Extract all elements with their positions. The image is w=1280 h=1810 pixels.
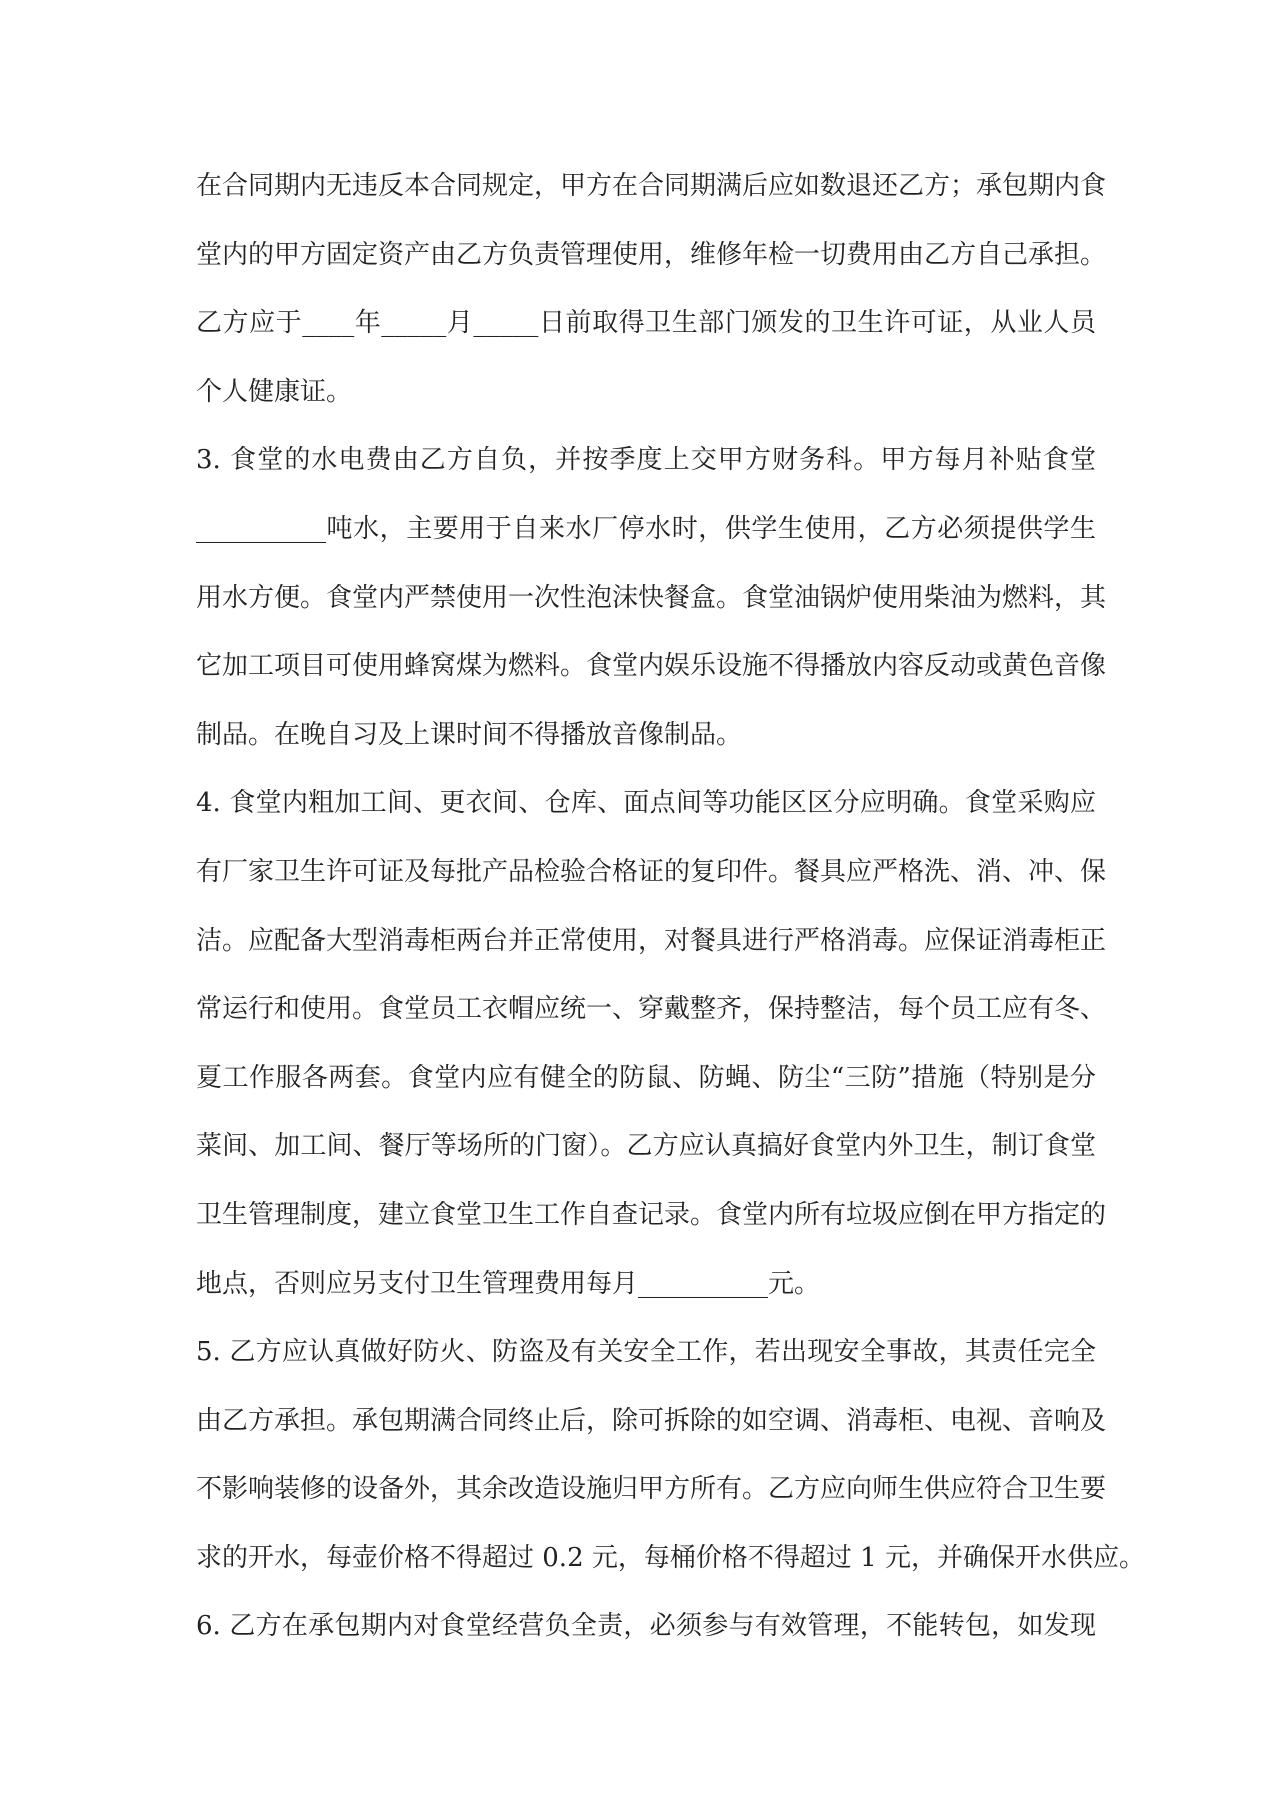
text-line: 制品。在晚自习及上课时间不得播放音像制品。 bbox=[196, 719, 743, 750]
text-line: 有厂家卫生许可证及每批产品检验合格证的复印件。餐具应严格洗、消、冲、保 bbox=[196, 856, 1107, 887]
text-line: 常运行和使用。食堂员工衣帽应统一、穿戴整齐，保持整洁，每个员工应有冬、 bbox=[196, 994, 1107, 1025]
text-line: 5. 乙方应认真做好防火、防盗及有关安全工作，若出现安全事故，其责任完全 bbox=[196, 1337, 1096, 1368]
text-line: 在合同期内无违反本合同规定，甲方在合同期满后应如数退还乙方；承包期内食 bbox=[196, 171, 1107, 201]
document-body bbox=[196, 166, 1145, 1675]
text-line: 个人健康证。 bbox=[196, 376, 353, 407]
text-line: 求的开水，每壶价格不得超过 0.2 元，每桶价格不得超过 1 元，并确保开水供应。 bbox=[196, 1542, 1145, 1573]
text-line: 6. 乙方在承包期内对食堂经营负全责，必须参与有效管理，不能转包，如发现 bbox=[196, 1611, 1096, 1642]
text-line: 乙方应于____年_____月_____日前取得卫生部门颁发的卫生许可证，从业人员 bbox=[196, 308, 1096, 339]
text-line: 洁。应配备大型消毒柜两台并正常使用，对餐具进行严格消毒。应保证消毒柜正 bbox=[196, 925, 1107, 956]
text-line: 地点，否则应另支付卫生管理费用每月__________元。 bbox=[196, 1268, 821, 1299]
text-line: 它加工项目可使用蜂窝煤为燃料。食堂内娱乐设施不得播放内容反动或黄色音像 bbox=[196, 651, 1107, 682]
text-line: 堂内的甲方固定资产由乙方负责管理使用，维修年检一切费用由乙方自己承担。 bbox=[196, 239, 1107, 270]
text-line: 3. 食堂的水电费由乙方自负，并按季度上交甲方财务科。甲方每月补贴食堂 bbox=[196, 445, 1096, 476]
text-line: 4. 食堂内粗加工间、更衣间、仓库、面点间等功能区区分应明确。食堂采购应 bbox=[196, 788, 1096, 819]
text-line: 夏工作服各两套。食堂内应有健全的防鼠、防蝇、防尘“三防”措施（特别是分 bbox=[196, 1062, 1096, 1093]
text-line: 由乙方承担。承包期满合同终止后，除可拆除的如空调、消毒柜、电视、音响及 bbox=[196, 1405, 1107, 1436]
text-line: 不影响装修的设备外，其余改造设施归甲方所有。乙方应向师生供应符合卫生要 bbox=[196, 1474, 1107, 1505]
text-line: 卫生管理制度，建立食堂卫生工作自查记录。食堂内所有垃圾应倒在甲方指定的 bbox=[196, 1199, 1107, 1230]
text-line: __________吨水，主要用于自来水厂停水时，供学生使用，乙方必须提供学生 bbox=[196, 513, 1096, 544]
text-line: 菜间、加工间、餐厅等场所的门窗）。乙方应认真搞好食堂内外卫生，制订食堂 bbox=[196, 1131, 1096, 1162]
text-line: 用水方便。食堂内严禁使用一次性泡沫快餐盒。食堂油锅炉使用柴油为燃料，其 bbox=[196, 582, 1107, 613]
